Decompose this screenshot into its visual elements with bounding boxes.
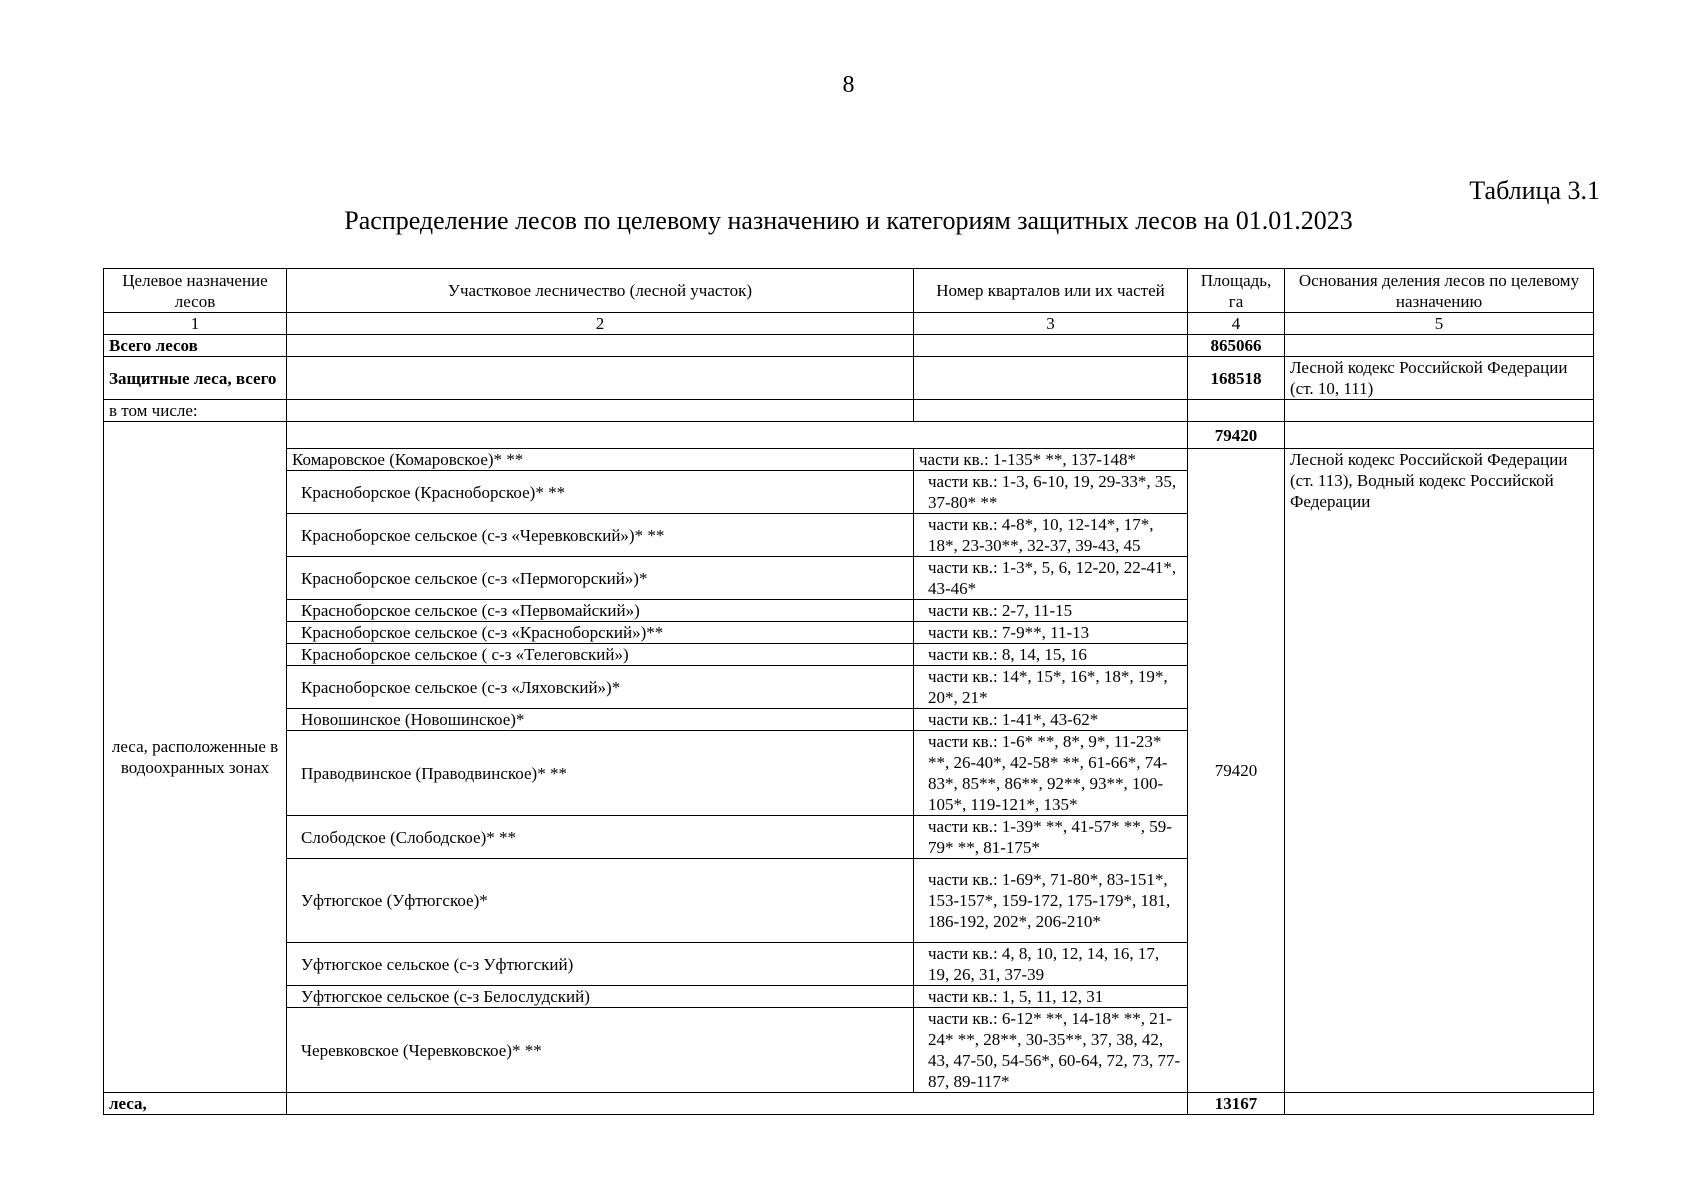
forestry-cell: Красноборское сельское (с-з «Пермогорский»)* [287, 557, 914, 600]
forestry-cell: Праводвинское (Праводвинское)* ** [287, 731, 914, 816]
table-label: Таблица 3.1 [1469, 176, 1600, 205]
quarters-cell: части кв.: 4, 8, 10, 12, 14, 16, 17, 19, 26, 31, 37-39 [914, 943, 1188, 986]
column-number: 1 [104, 313, 287, 335]
column-number: 2 [287, 313, 914, 335]
quarters-cell: части кв.: 1-135* **, 137-148* [914, 449, 1188, 471]
last-row-label: леса, [104, 1093, 287, 1115]
quarters-cell: части кв.: 1-3, 6-10, 19, 29-33*, 35, 37-80* ** [914, 471, 1188, 514]
page-number: 8 [842, 72, 855, 98]
total-label: Всего лесов [104, 335, 287, 357]
forestry-cell: Новошинское (Новошинское)* [287, 709, 914, 731]
water-subtotal-area: 79420 [1188, 422, 1285, 449]
header-quarters: Номер кварталов или их частей [914, 269, 1188, 313]
total-row [104, 335, 1594, 357]
forestry-cell: Слободское (Слободское)* ** [287, 816, 914, 859]
forestry-cell: Красноборское сельское (с-з «Черевковский»)* ** [287, 514, 914, 557]
quarters-cell: части кв.: 1-69*, 71-80*, 83-151*, 153-157*, 159-172, 175-179*, 181, 186-192, 202*, 206-210* [914, 859, 1188, 943]
including-label: в том числе: [104, 400, 287, 422]
water-subtotal-row [104, 422, 1594, 449]
forestry-cell: Комаровское (Комаровское)* ** [287, 449, 914, 471]
forestry-cell: Красноборское сельское (с-з «Красноборский»)** [287, 622, 914, 644]
header-basis: Основания деления лесов по целевому назначению [1285, 269, 1594, 313]
forestry-cell: Уфтюгское сельское (с-з Уфтюгский) [287, 943, 914, 986]
protective-area: 168518 [1188, 357, 1285, 400]
protective-label: Защитные леса, всего [104, 357, 287, 400]
quarters-cell: части кв.: 1-6* **, 8*, 9*, 11-23* **, 26-40*, 42-58* **, 61-66*, 74-83*, 85**, 86**, 92**, 93**, 100-105*, 119-121*, 135* [914, 731, 1188, 816]
water-basis: Лесной кодекс Российской Федерации (ст. 113), Водный кодекс Российской Федерации [1285, 449, 1594, 1093]
table-row [104, 449, 1594, 471]
column-number: 3 [914, 313, 1188, 335]
quarters-cell: части кв.: 4-8*, 10, 12-14*, 17*, 18*, 23-30**, 32-37, 39-43, 45 [914, 514, 1188, 557]
total-area: 865066 [1188, 335, 1285, 357]
quarters-cell: части кв.: 7-9**, 11-13 [914, 622, 1188, 644]
quarters-cell: части кв.: 1, 5, 11, 12, 31 [914, 986, 1188, 1008]
table-title: Распределение лесов по целевому назначению и категориям защитных лесов на 01.01.2023 [344, 206, 1353, 235]
quarters-cell: части кв.: 2-7, 11-15 [914, 600, 1188, 622]
last-row-area: 13167 [1188, 1093, 1285, 1115]
column-number: 4 [1188, 313, 1285, 335]
header-area: Площадь, га [1188, 269, 1285, 313]
quarters-cell: части кв.: 1-3*, 5, 6, 12-20, 22-41*, 43-46* [914, 557, 1188, 600]
header-row [104, 269, 1594, 313]
quarters-cell: части кв.: 1-41*, 43-62* [914, 709, 1188, 731]
quarters-cell: части кв.: 8, 14, 15, 16 [914, 644, 1188, 666]
including-row [104, 400, 1594, 422]
protective-basis: Лесной кодекс Российской Федерации (ст. 10, 111) [1285, 357, 1594, 400]
forestry-cell: Красноборское сельское ( с-з «Телеговский») [287, 644, 914, 666]
protective-row [104, 357, 1594, 400]
forestry-cell: Уфтюгское сельское (с-з Белослудский) [287, 986, 914, 1008]
forestry-cell: Уфтюгское (Уфтюгское)* [287, 859, 914, 943]
quarters-cell: части кв.: 14*, 15*, 16*, 18*, 19*, 20*, 21* [914, 666, 1188, 709]
forestry-cell: Красноборское сельское (с-з «Первомайский») [287, 600, 914, 622]
quarters-cell: части кв.: 1-39* **, 41-57* **, 59-79* **, 81-175* [914, 816, 1188, 859]
header-forestry: Участковое лесничество (лесной участок) [287, 269, 914, 313]
forestry-cell: Черевковское (Черевковское)* ** [287, 1008, 914, 1093]
header-purpose: Целевое назначение лесов [104, 269, 287, 313]
water-area: 79420 [1188, 449, 1285, 1093]
last-row [104, 1093, 1594, 1115]
forestry-cell: Красноборское сельское (с-з «Ляховский»)* [287, 666, 914, 709]
forest-distribution-table [103, 268, 1594, 1115]
forestry-cell: Красноборское (Красноборское)* ** [287, 471, 914, 514]
column-number-row [104, 313, 1594, 335]
quarters-cell: части кв.: 6-12* **, 14-18* **, 21-24* **, 28**, 30-35**, 37, 38, 42, 43, 47-50, 54-56*, 60-64, 72, 73, 77-87, 89-117* [914, 1008, 1188, 1093]
column-number: 5 [1285, 313, 1594, 335]
water-protection-category: леса, расположенные в водоохранных зонах [104, 422, 287, 1093]
